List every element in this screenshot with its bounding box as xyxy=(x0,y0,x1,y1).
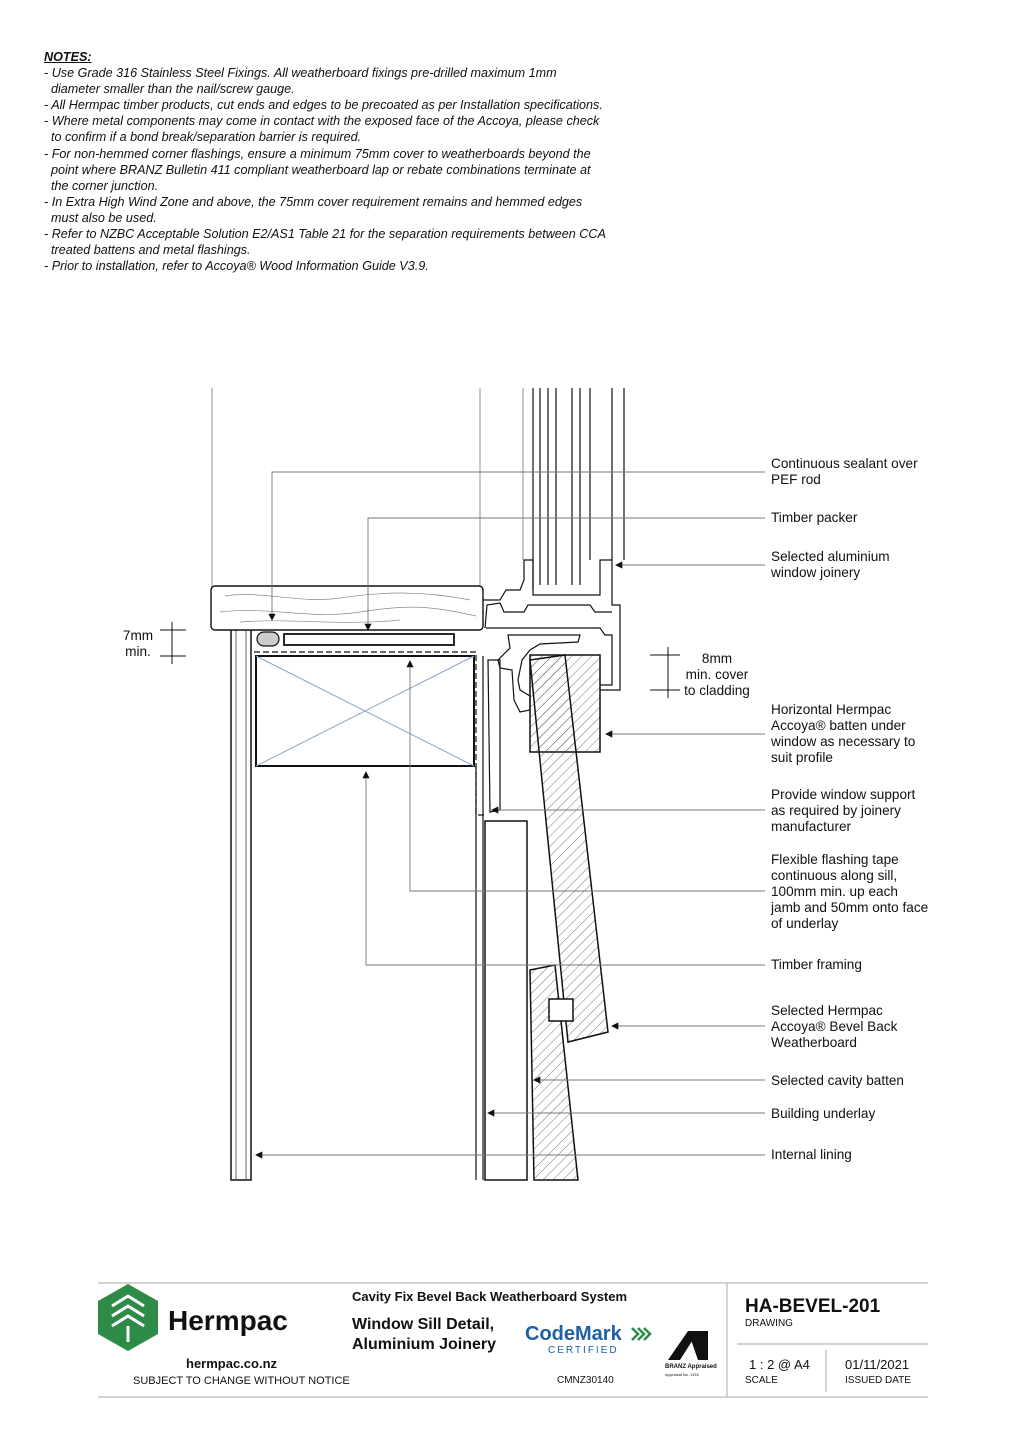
codemark-chevron-icon xyxy=(632,1328,650,1340)
building-underlay xyxy=(476,656,483,1180)
system-name: Cavity Fix Bevel Back Weatherboard System xyxy=(352,1289,628,1304)
sealant-pef-rod xyxy=(257,632,279,646)
cert-number: CMNZ30140 xyxy=(557,1375,614,1386)
hermpac-logo-icon xyxy=(98,1284,158,1351)
issued-date-label: ISSUED DATE xyxy=(845,1375,911,1386)
brand-name: Hermpac xyxy=(168,1305,288,1336)
label-underlay: Building underlay xyxy=(771,1106,876,1121)
branz-text: BRANZ Appraised xyxy=(665,1364,717,1370)
branz-mark-icon xyxy=(668,1331,708,1360)
note-item: - In Extra High Wind Zone and above, the 75mm cover requirement remains and hemmed edges must also be used. xyxy=(44,194,583,225)
context-lines xyxy=(212,388,523,587)
label-cavity-batten: Selected cavity batten xyxy=(771,1073,904,1088)
label-joinery: Selected aluminium window joinery xyxy=(771,549,890,580)
scale-value: 1 : 2 @ A4 xyxy=(749,1357,810,1372)
timber-framing xyxy=(256,656,474,766)
drawing-label: DRAWING xyxy=(745,1318,793,1329)
timber-sill-board xyxy=(211,586,483,630)
website: hermpac.co.nz xyxy=(186,1356,278,1371)
issued-date: 01/11/2021 xyxy=(845,1357,910,1372)
drawing-title: Window Sill Detail, Aluminium Joinery xyxy=(352,1316,497,1353)
label-lining: Internal lining xyxy=(771,1147,852,1162)
dim-gap-text: 7mm min. xyxy=(122,628,154,659)
scale-label: SCALE xyxy=(745,1375,778,1386)
note-item: - For non-hemmed corner flashings, ensure a minimum 75mm cover to weatherboards beyond the point where BRANZ Bulletin 411 compliant weatherboard lap or rebate combinations terminate at the corner junction. xyxy=(44,146,591,193)
dim-7mm xyxy=(160,622,186,664)
codemark-certified: CERTIFIED xyxy=(548,1345,619,1356)
disclaimer: SUBJECT TO CHANGE WITHOUT NOTICE xyxy=(133,1375,350,1387)
notes-title: NOTES: xyxy=(44,50,92,64)
codemark-text: CodeMark xyxy=(525,1323,622,1345)
label-tape: Flexible flashing tape continuous along sill, 100mm min. up each jamb and 50mm onto face of underlay xyxy=(771,852,929,931)
note-item: - Use Grade 316 Stainless Steel Fixings. All weatherboard fixings pre-drilled maximum 1mm diameter smaller than the nail/screw gauge. xyxy=(44,66,557,97)
label-packer: Timber packer xyxy=(771,510,858,525)
note-item: - All Hermpac timber products, cut ends and edges to be precoated as per Installation specifications. xyxy=(44,98,603,113)
branz-sub-text: Appraisal No. 1133 xyxy=(665,1372,699,1377)
drawing-number: HA-BEVEL-201 xyxy=(745,1296,881,1317)
timber-packer xyxy=(284,634,454,645)
label-batten-under: Horizontal Hermpac Accoya® batten under window as necessary to suit profile xyxy=(771,702,916,765)
note-item: - Prior to installation, refer to Accoya® Wood Information Guide V3.9. xyxy=(44,259,429,274)
note-item: - Where metal components may come in contact with the exposed face of the Accoya, please check to confirm if a bond break/separation barrier is required. xyxy=(44,114,600,145)
label-support: Provide window support as required by joinery manufacturer xyxy=(771,787,916,834)
dim-cover-text: 8mm min. cover to cladding xyxy=(684,651,750,698)
label-weatherboard: Selected Hermpac Accoya® Bevel Back Weatherboard xyxy=(771,1003,898,1050)
label-framing: Timber framing xyxy=(771,957,862,972)
label-sealant: Continuous sealant over PEF rod xyxy=(771,456,918,487)
internal-lining xyxy=(231,617,251,1180)
note-item: - Refer to NZBC Acceptable Solution E2/AS1 Table 21 for the separation requirements between CCA treated battens and metal flashings. xyxy=(44,227,606,258)
